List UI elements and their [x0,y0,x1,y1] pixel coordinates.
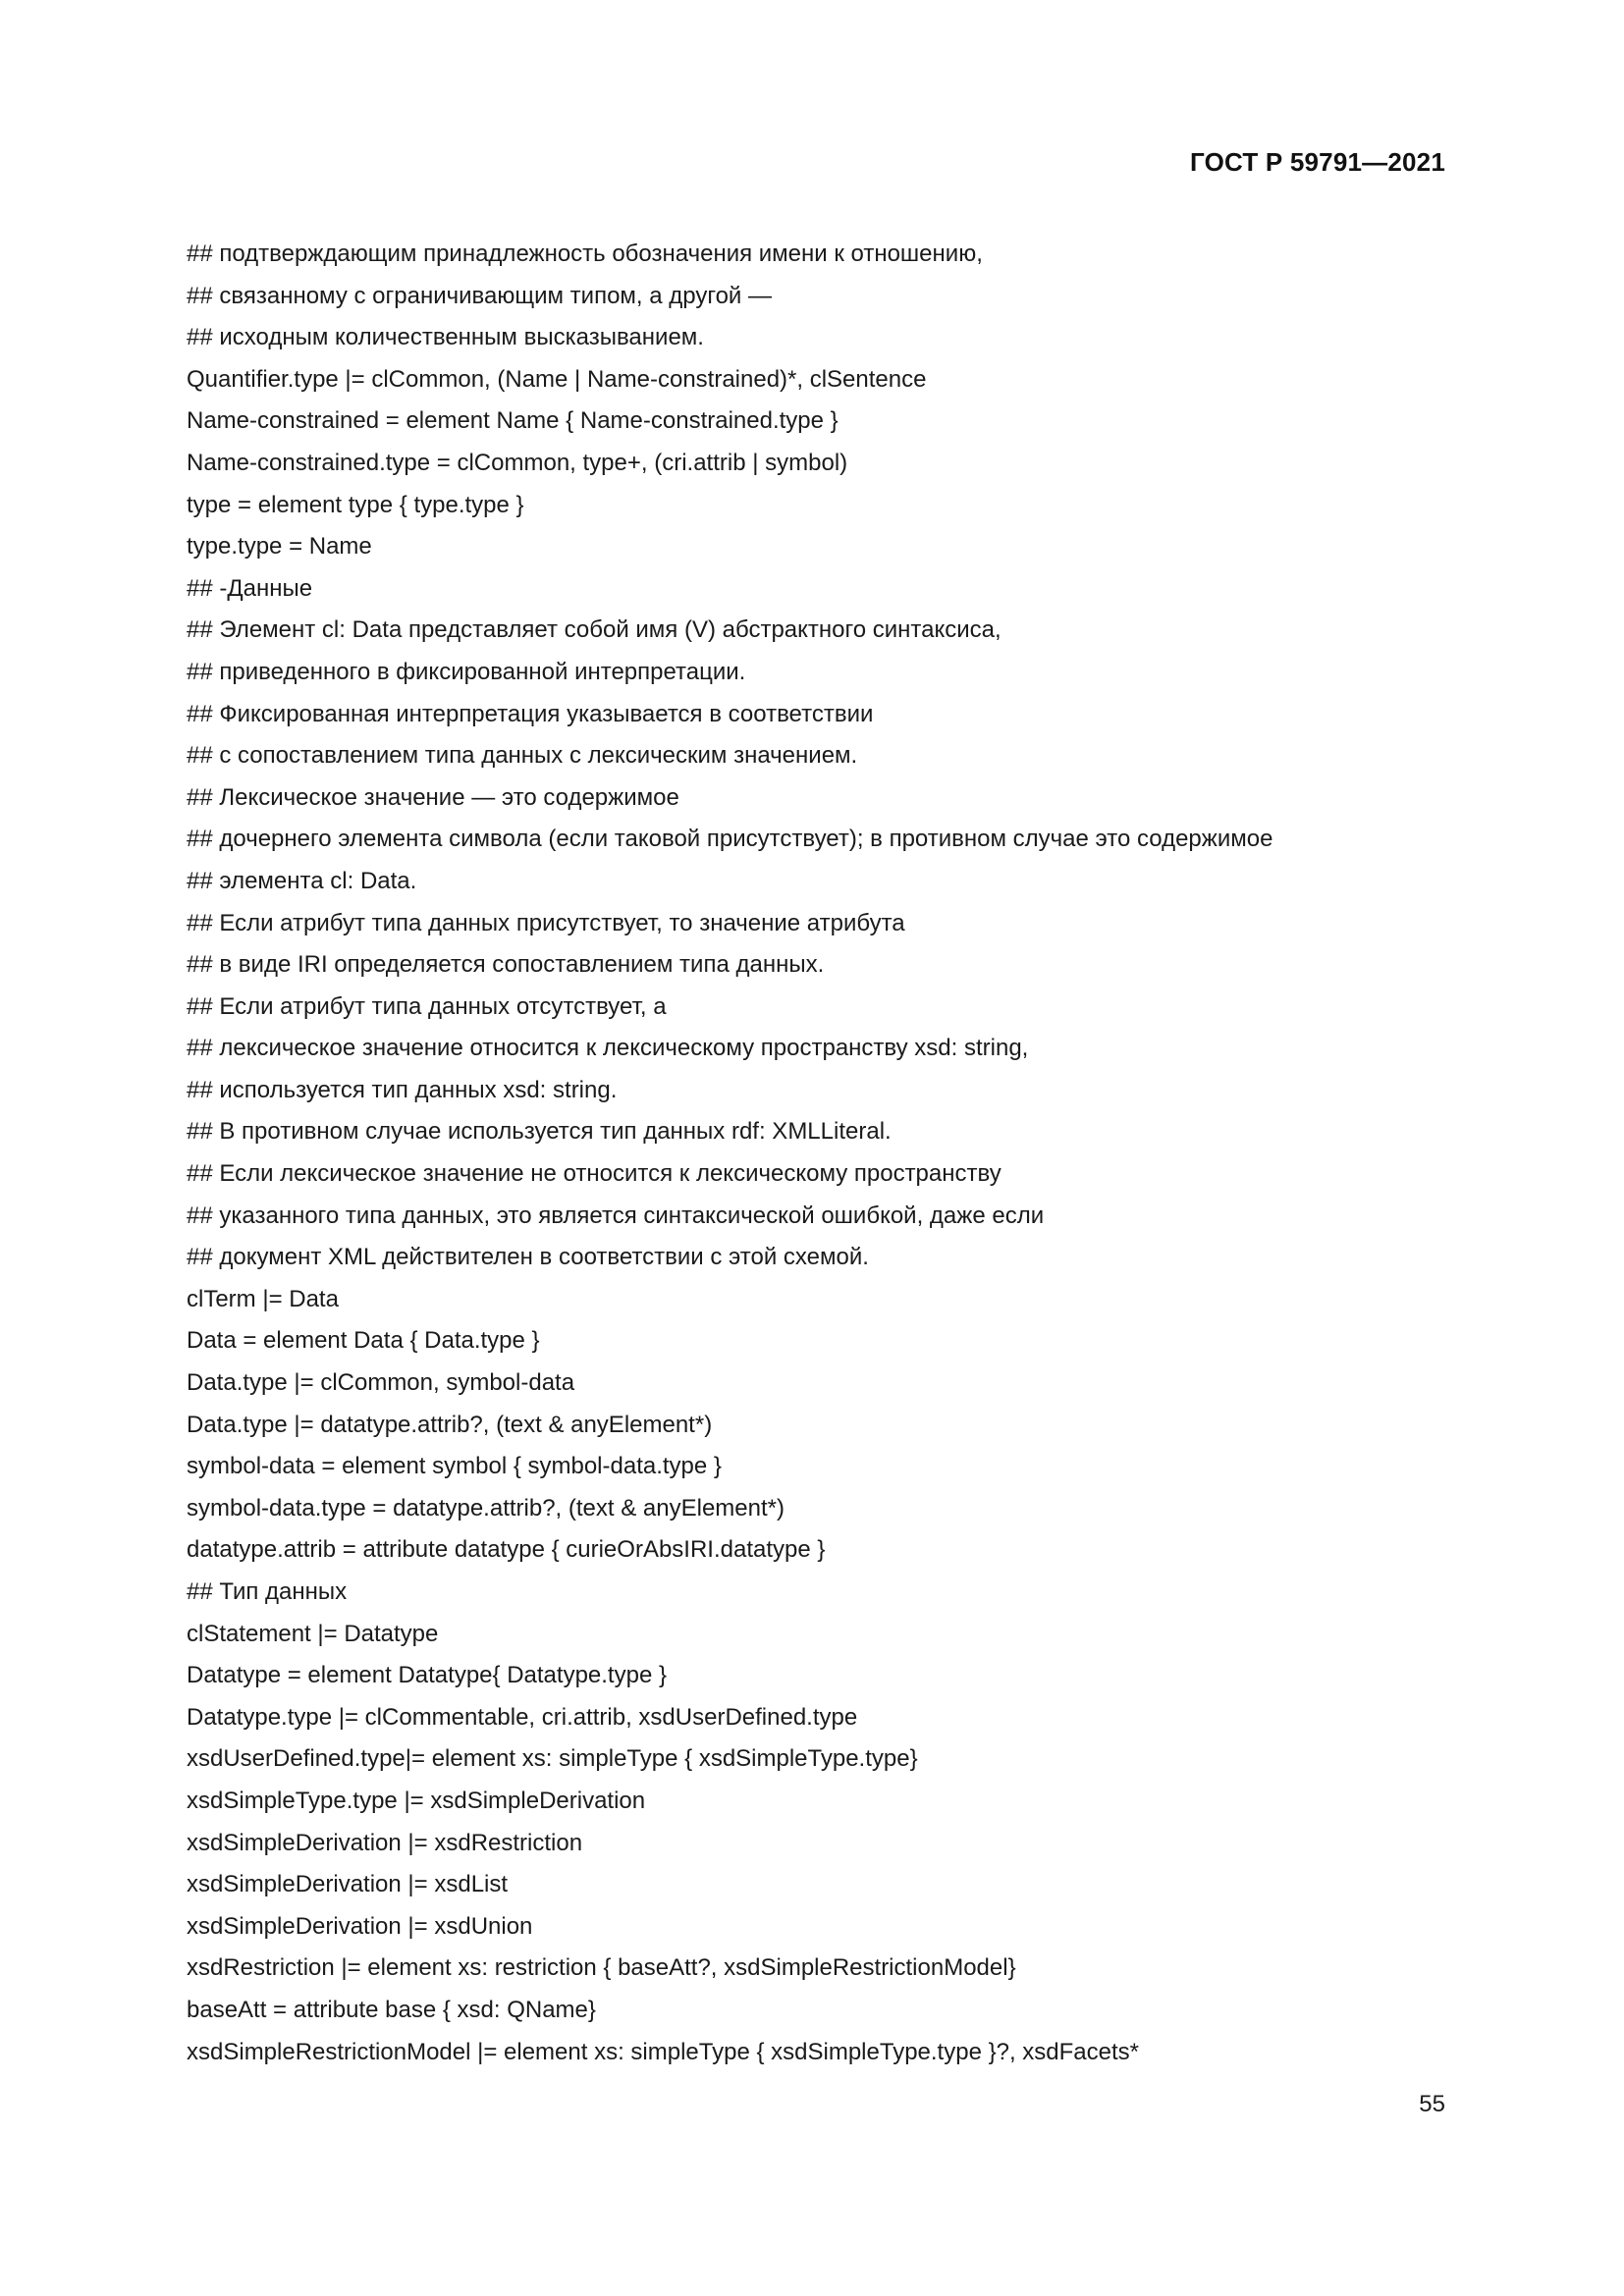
code-line: ## лексическое значение относится к лексическому пространству xsd: string, [187,1035,1029,1062]
code-line: ## исходным количественным высказыванием. [187,324,704,351]
code-line: Name-constrained = element Name { Name-constrained.type } [187,407,839,435]
code-line: type = element type { type.type } [187,491,524,518]
code-line: ## связанному с ограничивающим типом, а другой — [187,282,772,309]
schema-code-block [187,234,1453,2073]
code-line: Datatype.type |= clCommentable, cri.attrib, xsdUserDefined.type [187,1703,858,1731]
code-line: xsdSimpleDerivation |= xsdRestriction [187,1829,583,1856]
code-line: ## приведенного в фиксированной интерпретации. [187,658,746,685]
code-line: baseAtt = attribute base { xsd: QName} [187,1996,596,2023]
code-line: Data.type |= datatype.attrib?, (text & anyElement*) [187,1411,713,1438]
code-line: ## В противном случае используется тип данных rdf: XMLLiteral. [187,1118,892,1146]
code-line: ## элемента cl: Data. [187,867,417,894]
code-line: clStatement |= Datatype [187,1620,439,1647]
code-line: xsdSimpleDerivation |= xsdUnion [187,1912,533,1940]
page-number: 55 [1419,2091,1445,2117]
code-line: ## подтверждающим принадлежность обозначения имени к отношению, [187,240,983,267]
code-line: xsdSimpleType.type |= xsdSimpleDerivation [187,1787,646,1814]
page-header-standard: ГОСТ Р 59791—2021 [1190,147,1445,177]
code-line: ## указанного типа данных, это является синтаксической ошибкой, даже если [187,1201,1045,1229]
code-line: Data = element Data { Data.type } [187,1327,540,1355]
code-line: ## в виде IRI определяется сопоставлением типа данных. [187,951,825,979]
code-line: type.type = Name [187,533,372,561]
code-line: ## Лексическое значение — это содержимое [187,783,679,811]
code-line: ## Фиксированная интерпретация указывается в соответствии [187,700,874,727]
code-line: xsdSimpleDerivation |= xsdList [187,1871,509,1898]
code-line: xsdSimpleRestrictionModel |= element xs: simpleType { xsdSimpleType.type }?, xsdFacets* [187,2038,1139,2065]
code-line: ## дочернего элемента символа (если таковой присутствует); в противном случае это содержимое [187,826,1273,853]
code-line: xsdRestriction |= element xs: restriction { baseAtt?, xsdSimpleRestrictionModel} [187,1954,1016,1982]
code-line: clTerm |= Data [187,1285,339,1312]
code-line: Quantifier.type |= clCommon, (Name | Name-constrained)*, clSentence [187,365,927,393]
code-line: datatype.attrib = attribute datatype { curieOrAbsIRI.datatype } [187,1536,826,1564]
code-line: Name-constrained.type = clCommon, type+, (cri.attrib | symbol) [187,449,848,476]
code-line: ## -Данные [187,574,313,602]
code-line: symbol-data = element symbol { symbol-data.type } [187,1453,722,1480]
code-line: ## Если атрибут типа данных присутствует, то значение атрибута [187,909,905,936]
code-line: Datatype = element Datatype{ Datatype.type } [187,1662,667,1689]
code-line: ## Если атрибут типа данных отсутствует, а [187,992,667,1020]
code-line: ## Элемент cl: Data представляет собой имя (V) абстрактного синтаксиса, [187,616,1001,644]
code-line: ## с сопоставлением типа данных с лексическим значением. [187,742,858,770]
code-line: xsdUserDefined.type|= element xs: simpleType { xsdSimpleType.type} [187,1745,918,1773]
code-line: ## документ XML действителен в соответствии с этой схемой. [187,1244,869,1271]
code-line: symbol-data.type = datatype.attrib?, (text & anyElement*) [187,1494,785,1522]
code-line: ## Тип данных [187,1578,348,1605]
code-line: ## используется тип данных xsd: string. [187,1076,618,1103]
code-line: Data.type |= clCommon, symbol-data [187,1369,575,1397]
code-line: ## Если лексическое значение не относится к лексическому пространству [187,1160,1001,1188]
